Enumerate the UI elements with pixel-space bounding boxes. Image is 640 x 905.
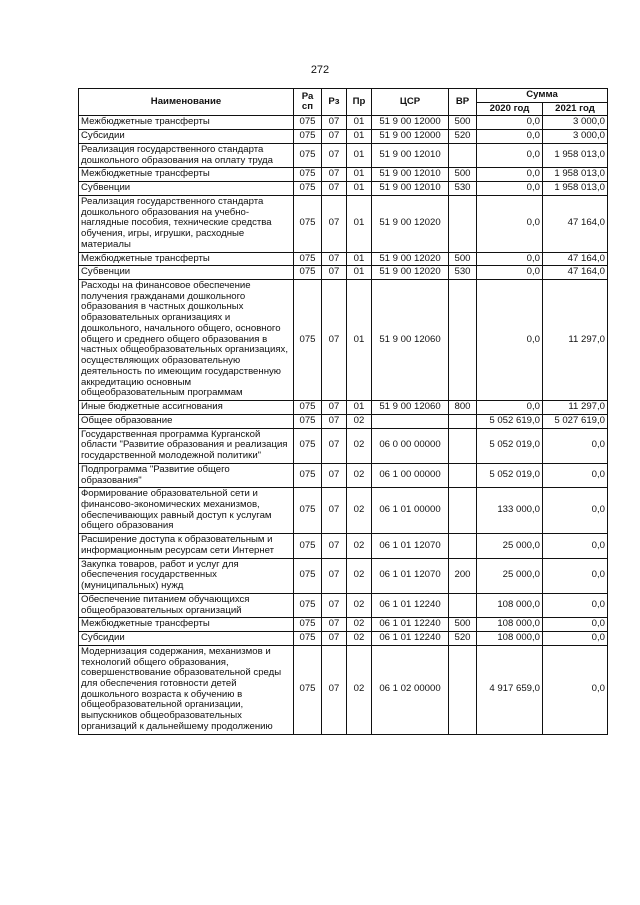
cell-name: Субсидии [79, 632, 294, 646]
cell-rasp: 075 [294, 414, 322, 428]
cell-rasp: 075 [294, 195, 322, 252]
cell-pr: 01 [347, 143, 372, 167]
cell-2020: 5 052 019,0 [477, 463, 543, 487]
cell-name: Подпрограмма "Развитие общего образования" [79, 463, 294, 487]
cell-rz: 07 [322, 116, 347, 130]
cell-rasp: 075 [294, 401, 322, 415]
cell-csr: 51 9 00 12060 [372, 280, 449, 401]
cell-csr: 51 9 00 12010 [372, 182, 449, 196]
cell-pr: 01 [347, 182, 372, 196]
cell-csr: 51 9 00 12020 [372, 195, 449, 252]
cell-2020: 0,0 [477, 401, 543, 415]
col-header-2021: 2021 год [543, 102, 608, 116]
cell-vr: 520 [449, 130, 477, 144]
table-row [79, 428, 608, 463]
cell-rz: 07 [322, 593, 347, 617]
cell-2021: 0,0 [543, 618, 608, 632]
cell-pr: 02 [347, 488, 372, 534]
cell-rz: 07 [322, 618, 347, 632]
cell-rasp: 075 [294, 168, 322, 182]
cell-rasp: 075 [294, 182, 322, 196]
cell-rasp: 075 [294, 534, 322, 558]
cell-name: Субсидии [79, 130, 294, 144]
cell-2020: 133 000,0 [477, 488, 543, 534]
cell-name: Иные бюджетные ассигнования [79, 401, 294, 415]
cell-csr: 51 9 00 12020 [372, 252, 449, 266]
table-row [79, 195, 608, 252]
cell-rz: 07 [322, 182, 347, 196]
table-row [79, 266, 608, 280]
cell-name: Общее образование [79, 414, 294, 428]
cell-pr: 01 [347, 195, 372, 252]
cell-vr [449, 195, 477, 252]
table-row [79, 401, 608, 415]
cell-rz: 07 [322, 130, 347, 144]
col-header-pr: Пр [347, 89, 372, 116]
cell-pr: 01 [347, 280, 372, 401]
cell-rasp: 075 [294, 266, 322, 280]
cell-rasp: 075 [294, 488, 322, 534]
cell-name: Межбюджетные трансферты [79, 168, 294, 182]
cell-csr: 51 9 00 12000 [372, 130, 449, 144]
page-number: 272 [310, 64, 330, 76]
cell-2021: 0,0 [543, 534, 608, 558]
cell-name: Реализация государственного стандарта дошкольного образования на оплату труда [79, 143, 294, 167]
cell-csr: 06 1 00 00000 [372, 463, 449, 487]
cell-name: Формирование образовательной сети и финансово-экономических механизмов, обеспечивающих равный доступ к услугам общего образования [79, 488, 294, 534]
cell-vr: 530 [449, 182, 477, 196]
cell-rasp: 075 [294, 143, 322, 167]
cell-2021: 1 958 013,0 [543, 168, 608, 182]
cell-name: Закупка товаров, работ и услуг для обеспечения государственных (муниципальных) нужд [79, 558, 294, 593]
table-row [79, 130, 608, 144]
cell-pr: 02 [347, 618, 372, 632]
cell-vr: 500 [449, 252, 477, 266]
cell-name: Субвенции [79, 182, 294, 196]
cell-name: Государственная программа Курганской области "Развитие образования и реализация государственной молодежной политики" [79, 428, 294, 463]
cell-2021: 0,0 [543, 593, 608, 617]
cell-vr: 530 [449, 266, 477, 280]
cell-2021: 47 164,0 [543, 266, 608, 280]
cell-2020: 0,0 [477, 266, 543, 280]
cell-rasp: 075 [294, 558, 322, 593]
cell-2021: 1 958 013,0 [543, 143, 608, 167]
cell-2021: 3 000,0 [543, 130, 608, 144]
cell-2020: 0,0 [477, 168, 543, 182]
cell-pr: 02 [347, 463, 372, 487]
cell-csr: 06 1 01 00000 [372, 488, 449, 534]
cell-2020: 0,0 [477, 252, 543, 266]
table-row [79, 645, 608, 734]
cell-vr [449, 463, 477, 487]
cell-rz: 07 [322, 143, 347, 167]
cell-name: Межбюджетные трансферты [79, 618, 294, 632]
cell-rasp: 075 [294, 252, 322, 266]
cell-vr: 500 [449, 618, 477, 632]
table-row [79, 143, 608, 167]
cell-csr: 51 9 00 12010 [372, 168, 449, 182]
cell-name: Модернизация содержания, механизмов и технологий общего образования, совершенствование образовательной среды для обеспечения готовности детей дошкольного возраста к обучению в общеобразовательной организации, выпускников общеобразовательных организаций к дальнейшему продолжению [79, 645, 294, 734]
cell-rz: 07 [322, 266, 347, 280]
cell-vr [449, 645, 477, 734]
cell-name: Расходы на финансовое обеспечение получения гражданами дошкольного образования в частных дошкольных образовательных организациях и дошкольного, начального общего, основного общего и среднего общего образования в частных общеобразовательных организациях, осуществляющих образовательную деятельность по имеющим государственную аккредитацию основным общеобразовательным программам [79, 280, 294, 401]
cell-name: Межбюджетные трансферты [79, 252, 294, 266]
col-header-name: Наименование [79, 89, 294, 116]
cell-2021: 47 164,0 [543, 195, 608, 252]
cell-csr: 51 9 00 12020 [372, 266, 449, 280]
cell-pr: 02 [347, 534, 372, 558]
cell-csr: 06 1 01 12240 [372, 593, 449, 617]
cell-pr: 02 [347, 632, 372, 646]
header-row [79, 89, 608, 103]
cell-rasp: 075 [294, 463, 322, 487]
cell-vr: 800 [449, 401, 477, 415]
cell-2021: 11 297,0 [543, 401, 608, 415]
cell-pr: 01 [347, 252, 372, 266]
budget-table [78, 88, 608, 735]
cell-vr [449, 280, 477, 401]
cell-pr: 02 [347, 558, 372, 593]
cell-name: Межбюджетные трансферты [79, 116, 294, 130]
cell-rz: 07 [322, 488, 347, 534]
cell-csr: 51 9 00 12000 [372, 116, 449, 130]
cell-2021: 47 164,0 [543, 252, 608, 266]
cell-rz: 07 [322, 414, 347, 428]
cell-2020: 4 917 659,0 [477, 645, 543, 734]
cell-csr: 06 1 01 12240 [372, 632, 449, 646]
table-row [79, 593, 608, 617]
cell-2021: 3 000,0 [543, 116, 608, 130]
cell-name: Субвенции [79, 266, 294, 280]
cell-2021: 0,0 [543, 488, 608, 534]
cell-2021: 11 297,0 [543, 280, 608, 401]
cell-rz: 07 [322, 168, 347, 182]
table-row [79, 488, 608, 534]
cell-rz: 07 [322, 280, 347, 401]
cell-rz: 07 [322, 534, 347, 558]
cell-rz: 07 [322, 428, 347, 463]
cell-rz: 07 [322, 463, 347, 487]
cell-2020: 25 000,0 [477, 534, 543, 558]
table-row [79, 116, 608, 130]
cell-csr: 06 1 01 12070 [372, 534, 449, 558]
cell-rz: 07 [322, 195, 347, 252]
table-row [79, 463, 608, 487]
cell-pr: 01 [347, 266, 372, 280]
cell-vr [449, 593, 477, 617]
cell-vr [449, 143, 477, 167]
cell-2020: 0,0 [477, 182, 543, 196]
cell-vr: 520 [449, 632, 477, 646]
cell-2020: 108 000,0 [477, 593, 543, 617]
cell-vr [449, 488, 477, 534]
cell-rz: 07 [322, 401, 347, 415]
cell-2021: 0,0 [543, 428, 608, 463]
table-row [79, 632, 608, 646]
cell-2020: 5 052 019,0 [477, 428, 543, 463]
cell-2020: 5 052 619,0 [477, 414, 543, 428]
cell-2020: 0,0 [477, 280, 543, 401]
cell-rasp: 075 [294, 645, 322, 734]
table-row [79, 618, 608, 632]
cell-csr: 06 0 00 00000 [372, 428, 449, 463]
cell-rasp: 075 [294, 280, 322, 401]
cell-vr: 500 [449, 168, 477, 182]
cell-pr: 01 [347, 168, 372, 182]
cell-csr: 06 1 01 12070 [372, 558, 449, 593]
table-row [79, 558, 608, 593]
table-row [79, 182, 608, 196]
col-header-rasp: Ра сп [294, 89, 322, 116]
table-row [79, 168, 608, 182]
cell-pr: 02 [347, 593, 372, 617]
cell-2020: 108 000,0 [477, 618, 543, 632]
cell-csr: 06 1 01 12240 [372, 618, 449, 632]
cell-pr: 02 [347, 428, 372, 463]
cell-name: Расширение доступа к образовательным и информационным ресурсам сети Интернет [79, 534, 294, 558]
cell-2021: 0,0 [543, 558, 608, 593]
cell-rasp: 075 [294, 632, 322, 646]
table-row [79, 252, 608, 266]
cell-vr [449, 534, 477, 558]
col-header-sum: Сумма [477, 89, 608, 103]
cell-2020: 108 000,0 [477, 632, 543, 646]
cell-2021: 0,0 [543, 632, 608, 646]
cell-pr: 01 [347, 116, 372, 130]
cell-rasp: 075 [294, 116, 322, 130]
cell-2020: 25 000,0 [477, 558, 543, 593]
cell-csr: 06 1 02 00000 [372, 645, 449, 734]
table-row [79, 414, 608, 428]
cell-csr: 51 9 00 12060 [372, 401, 449, 415]
cell-rz: 07 [322, 645, 347, 734]
cell-rasp: 075 [294, 593, 322, 617]
cell-2021: 5 027 619,0 [543, 414, 608, 428]
col-header-csr: ЦСР [372, 89, 449, 116]
cell-rz: 07 [322, 632, 347, 646]
cell-vr [449, 414, 477, 428]
cell-2020: 0,0 [477, 116, 543, 130]
cell-name: Обеспечение питанием обучающихся общеобразовательных организаций [79, 593, 294, 617]
cell-pr: 01 [347, 130, 372, 144]
cell-rasp: 075 [294, 130, 322, 144]
cell-vr [449, 428, 477, 463]
cell-2021: 0,0 [543, 645, 608, 734]
cell-pr: 02 [347, 414, 372, 428]
cell-2020: 0,0 [477, 130, 543, 144]
cell-name: Реализация государственного стандарта дошкольного образования на учебно-наглядные пособия, технические средства обучения, игры, игрушки, расходные материалы [79, 195, 294, 252]
cell-pr: 02 [347, 645, 372, 734]
cell-rz: 07 [322, 252, 347, 266]
col-header-rz: Рз [322, 89, 347, 116]
table-row [79, 534, 608, 558]
table-body [79, 116, 608, 734]
cell-csr: 51 9 00 12010 [372, 143, 449, 167]
col-header-vr: ВР [449, 89, 477, 116]
cell-rasp: 075 [294, 428, 322, 463]
cell-2020: 0,0 [477, 195, 543, 252]
cell-csr [372, 414, 449, 428]
cell-2020: 0,0 [477, 143, 543, 167]
cell-rz: 07 [322, 558, 347, 593]
table-row [79, 280, 608, 401]
col-header-2020: 2020 год [477, 102, 543, 116]
cell-rasp: 075 [294, 618, 322, 632]
cell-2021: 0,0 [543, 463, 608, 487]
cell-2021: 1 958 013,0 [543, 182, 608, 196]
cell-vr: 500 [449, 116, 477, 130]
cell-pr: 01 [347, 401, 372, 415]
cell-vr: 200 [449, 558, 477, 593]
